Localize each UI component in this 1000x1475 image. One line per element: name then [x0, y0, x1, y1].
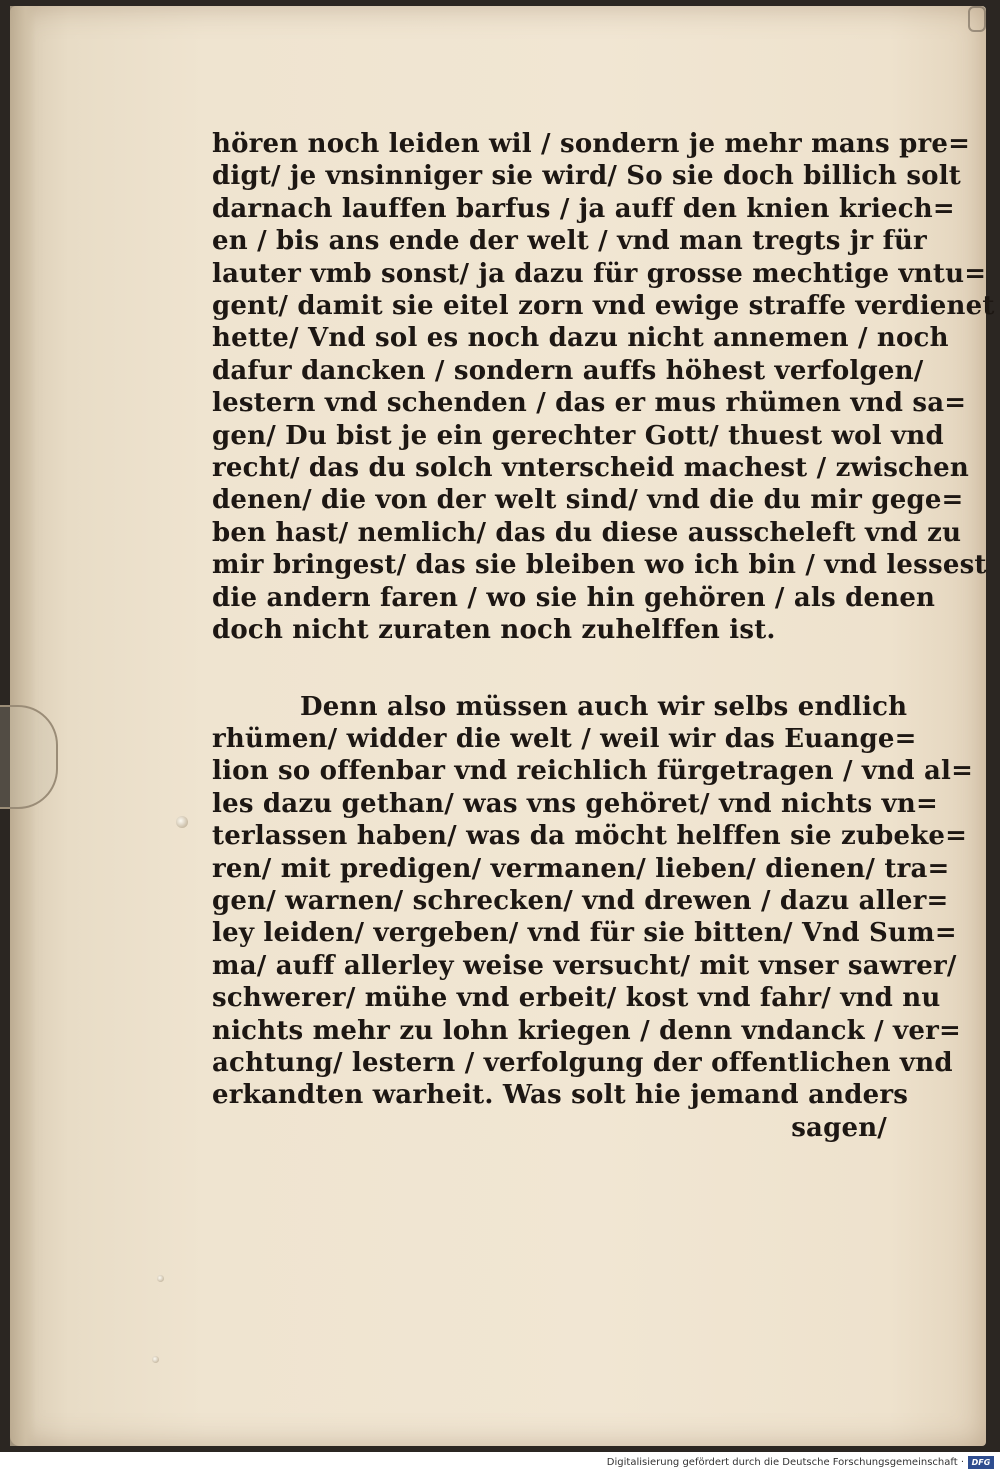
text-line: hette/ Vnd sol es noch dazu nicht annemen / noch	[212, 323, 949, 354]
text-line: recht/ das du solch vnterscheid machest / zwischen	[212, 453, 970, 484]
text-line: ben hast/ nemlich/ das du diese ausscheleft vnd zu	[212, 517, 962, 548]
funding-credit: Digitalisierung gefördert durch die Deutsche Forschungsgemeinschaft ·	[606, 1457, 964, 1468]
text-line: ren/ mit predigen/ vermanen/ lieben/ dienen/ tra=	[212, 853, 950, 884]
text-line: gent/ damit sie eitel zorn vnd ewige straffe verdienet	[212, 291, 995, 322]
text-line: mir bringest/ das sie bleiben wo ich bin / vnd lessest	[212, 550, 987, 581]
text-line: lestern vnd schenden / das er mus rhümen vnd sa=	[212, 388, 967, 419]
page-text	[212, 128, 995, 1144]
footer-bar	[0, 1452, 1000, 1475]
page-clip	[0, 705, 58, 809]
punch-hole-1	[176, 816, 188, 828]
text-line: dafur dancken / sondern auffs höhest verfolgen/	[212, 355, 924, 386]
text-line: nichts mehr zu lohn kriegen / denn vndanck / ver=	[212, 1015, 961, 1046]
text-line: erkandten warheit. Was solt hie jemand anders	[212, 1080, 909, 1111]
text-line: digt/ je vnsinniger sie wird/ So sie doch billich solt	[212, 161, 961, 192]
text-line: lauter vmb sonst/ ja dazu für grosse mechtige vntu=	[212, 258, 987, 289]
text-line: darnach lauffen barfus / ja auff den knien kriech=	[212, 193, 955, 224]
text-line: les dazu gethan/ was vns gehöret/ vnd nichts vn=	[212, 788, 939, 819]
catchword: sagen/	[791, 1112, 887, 1143]
text-line: ma/ auff allerley weise versucht/ mit vnser sawrer/	[212, 950, 957, 981]
text-line: ley leiden/ vergeben/ vnd für sie bitten/ Vnd Sum=	[212, 918, 957, 949]
paragraph-1	[212, 128, 995, 647]
text-line: en / bis ans ende der welt / vnd man tregts jr für	[212, 226, 927, 257]
dfg-logo-icon: DFG	[968, 1456, 994, 1469]
text-line: lion so offenbar vnd reichlich fürgetragen / vnd al=	[212, 756, 974, 787]
text-line: achtung/ lestern / verfolgung der offentlichen vnd	[212, 1047, 953, 1078]
text-line: Denn also müssen auch wir selbs endlich	[300, 691, 908, 722]
text-line: terlassen haben/ was da möcht helffen sie zubeke=	[212, 821, 968, 852]
paragraph-2	[212, 691, 974, 1145]
text-line: gen/ Du bist je ein gerechter Gott/ thuest wol vnd	[212, 420, 944, 451]
text-line: hören noch leiden wil / sondern je mehr mans pre=	[212, 129, 971, 159]
text-line: denen/ die von der welt sind/ vnd die du mir gege=	[212, 485, 964, 516]
text-line: doch nicht zuraten noch zuhelffen ist.	[212, 615, 776, 646]
text-line: schwerer/ mühe vnd erbeit/ kost vnd fahr/ vnd nu	[212, 983, 941, 1014]
text-line: die andern faren / wo sie hin gehören / als denen	[212, 582, 936, 613]
punch-hole-2	[157, 1275, 164, 1282]
text-line: gen/ warnen/ schrecken/ vnd drewen / dazu aller=	[212, 885, 949, 916]
corner-mark-icon	[968, 6, 986, 32]
punch-hole-3	[152, 1356, 159, 1363]
text-line: rhümen/ widder die welt / weil wir das Euange=	[212, 723, 917, 754]
paragraph-gap	[212, 647, 907, 691]
